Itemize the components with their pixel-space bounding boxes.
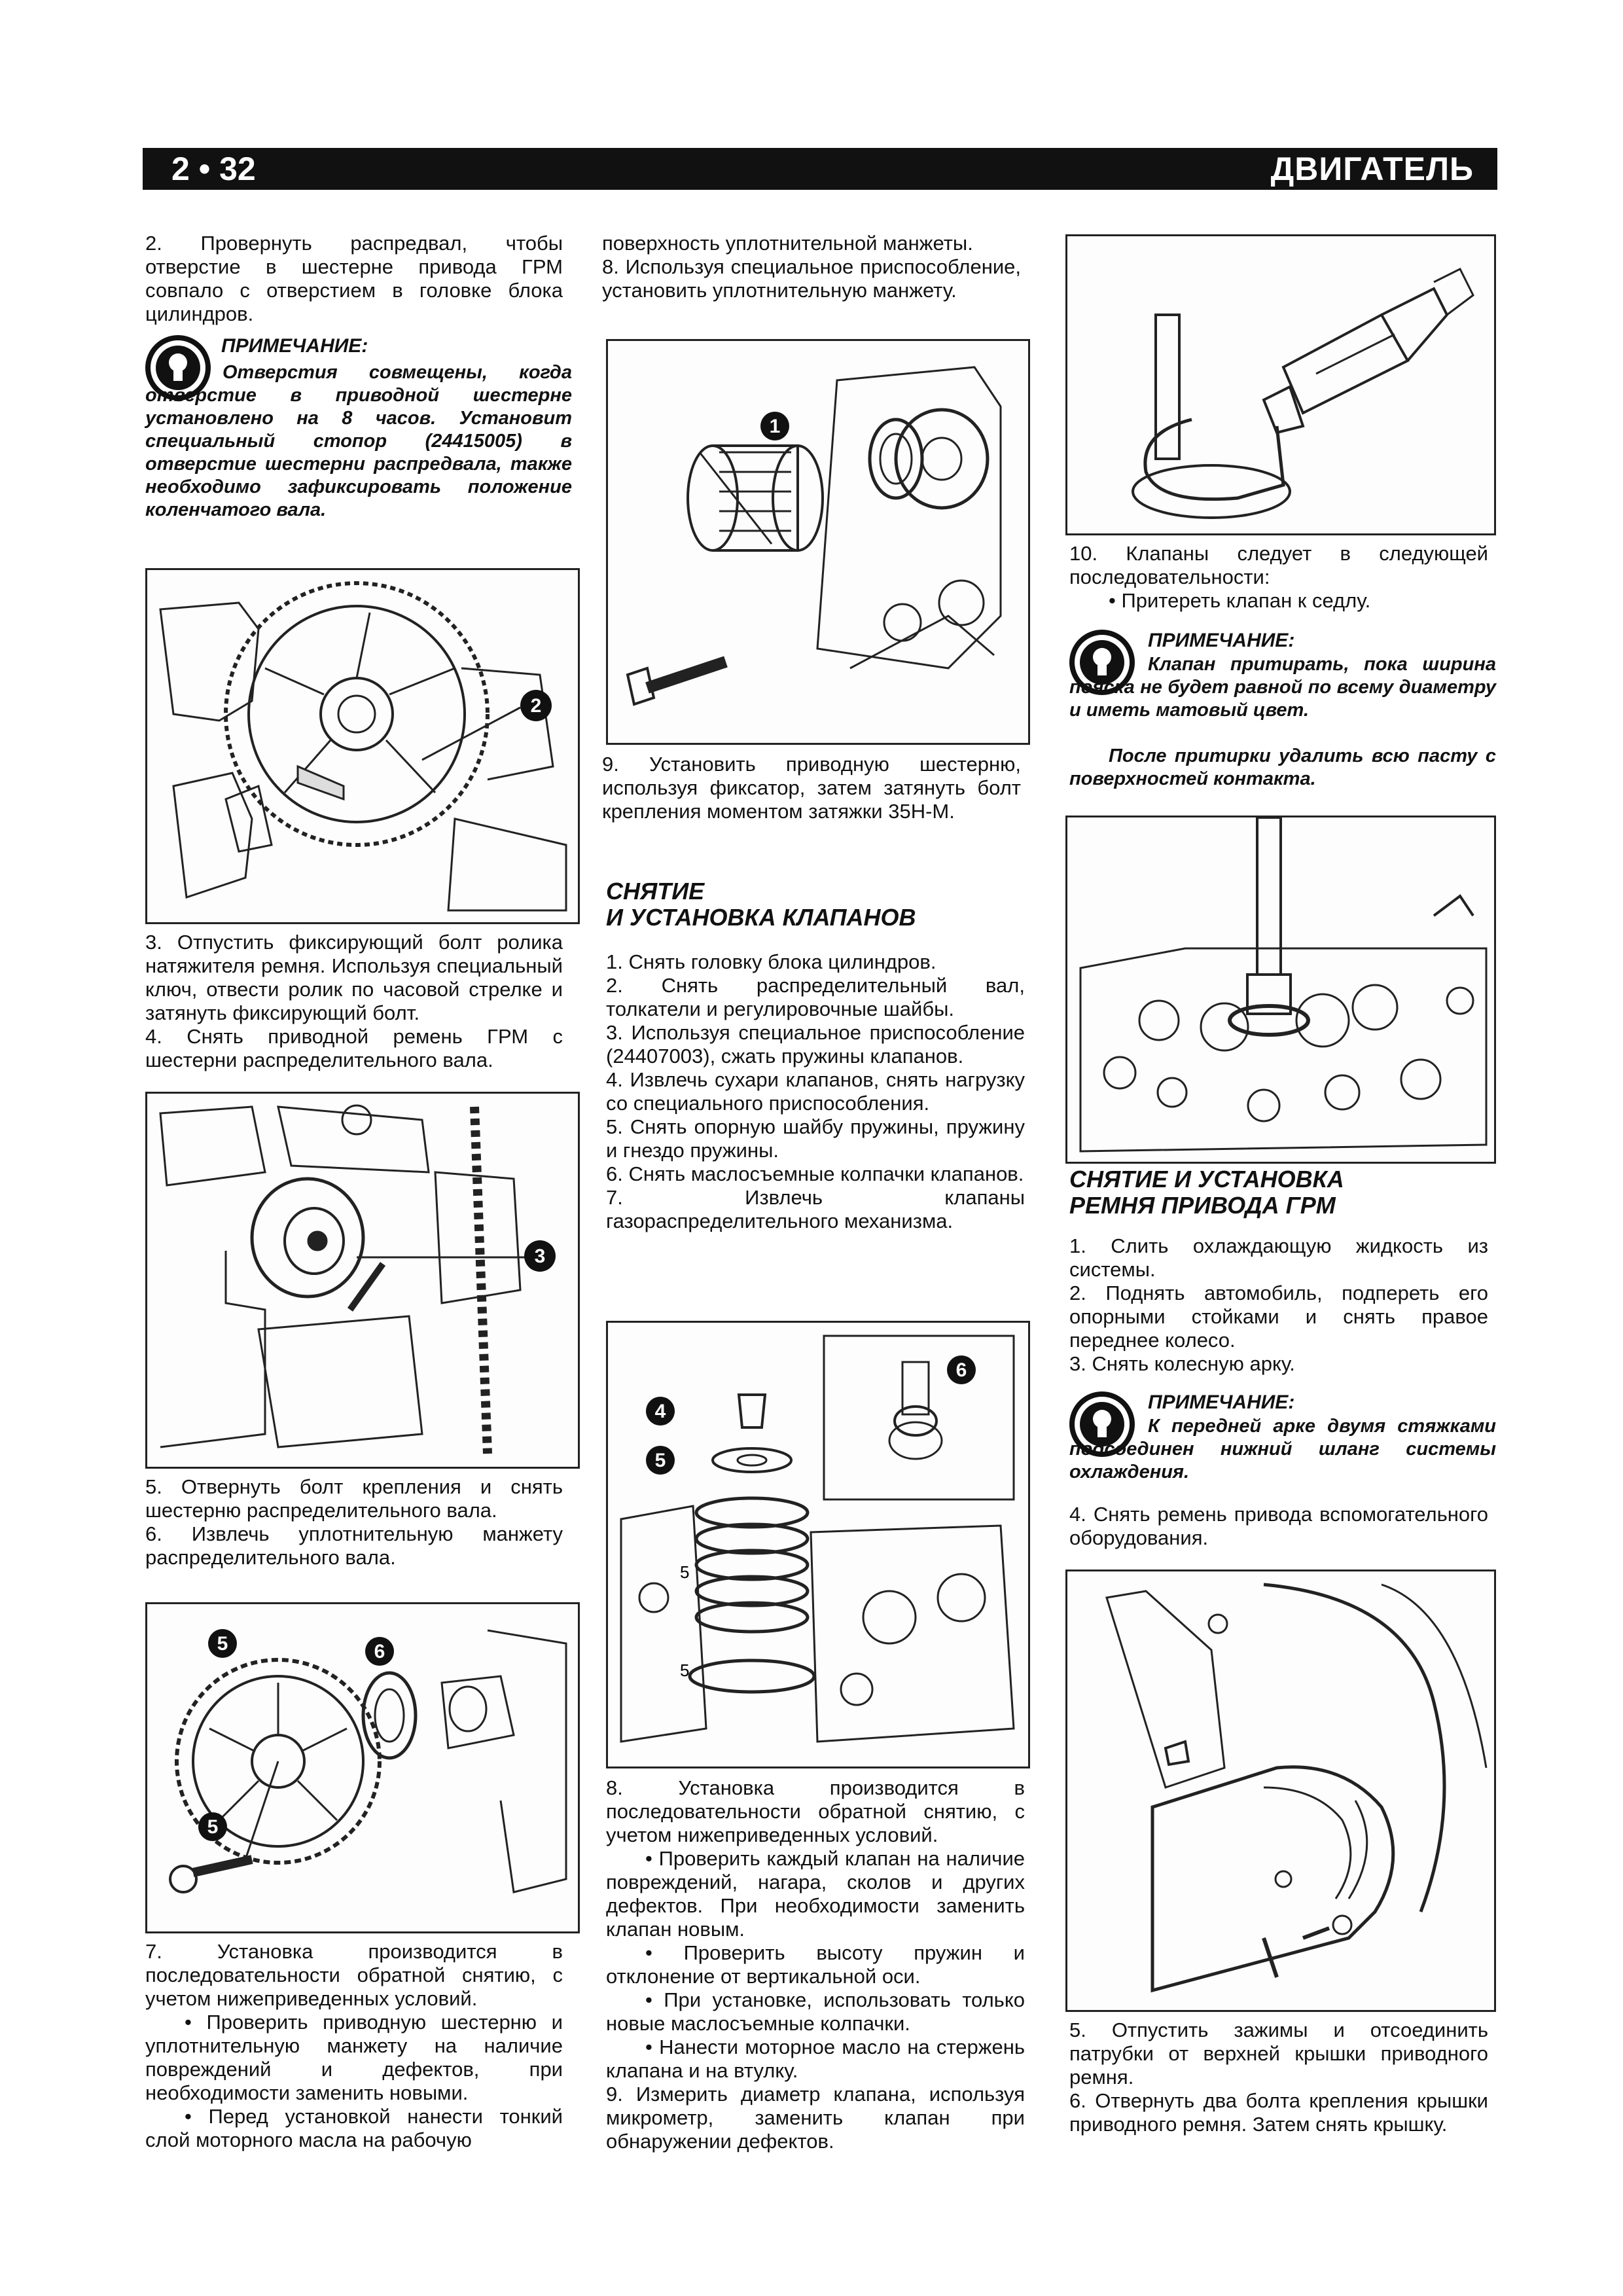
column-right-bottom bbox=[1069, 2018, 1488, 2136]
valve-step-5: 5. Снять опорную шайбу пружины, пружину и гнездо пружины. bbox=[606, 1115, 1025, 1162]
column-left bbox=[145, 232, 563, 326]
section-valves-title-1: СНЯТИЕ bbox=[606, 878, 705, 905]
section-timing-belt bbox=[1069, 1166, 1488, 1219]
paragraph-continuation: поверхность уплотнительной манжеты. bbox=[602, 232, 973, 255]
note-2-text: Клапан притирать, пока ширина пояска не будет равной по всему диаметру и иметь матовый цвет. bbox=[1069, 654, 1496, 721]
paragraph-2: 2. Провернуть распредвал, чтобы отверстие в шестерне привода ГРМ совпало с отверстием в головке блока цилиндров. bbox=[145, 232, 563, 325]
belt-step-6: 6. Отвернуть два болта крепления крышки приводного ремня. Затем снять крышку. bbox=[1069, 2089, 1488, 2136]
valve-step-2: 2. Снять распределительный вал, толкатели и регулировочные шайбы. bbox=[606, 974, 1025, 1020]
condition-3: • При установке, использовать только новые маслосъемные колпачки. bbox=[606, 1988, 1025, 2035]
paragraph-8: 8. Используя специальное приспособление, установить уплотнительную манжету. bbox=[602, 255, 1021, 302]
note-1 bbox=[145, 335, 572, 558]
belt-step-5: 5. Отпустить зажимы и отсоединить патрубки от верхней крышки приводного ремня. bbox=[1069, 2018, 1488, 2089]
valve-step-9: 9. Измерить диаметр клапана, используя микрометр, заменить клапан при обнаружении дефектов. bbox=[606, 2083, 1025, 2153]
figure-3-callout-b: 6 bbox=[374, 1641, 385, 1662]
column-middle bbox=[602, 232, 1021, 302]
condition-1: • Проверить каждый клапан на наличие повреждений, нагара, сколов и других дефектов. При необходимости заменить клапан новым. bbox=[606, 1847, 1025, 1941]
figure-wheel-arch bbox=[1065, 1570, 1496, 2012]
belt-step-1: 1. Слить охлаждающую жидкость из системы. bbox=[1069, 1234, 1488, 1281]
figure-4-callout: 1 bbox=[769, 416, 781, 437]
figure-5-label-5b: 5 bbox=[680, 1562, 690, 1582]
bullet-2: • Перед установкой нанести тонкий слой моторного масла на рабочую bbox=[145, 2105, 563, 2151]
figure-camshaft-gear-lock bbox=[145, 568, 580, 924]
valve-step-8: 8. Установка производится в последовательности обратной снятию, с учетом нижеприведенных условий. bbox=[606, 1776, 1025, 1846]
section-belt-title-1: СНЯТИЕ И УСТАНОВКА bbox=[1069, 1166, 1344, 1193]
section-belt-title-2: РЕМНЯ ПРИВОДА ГРМ bbox=[1069, 1192, 1336, 1219]
condition-2: • Проверить высоту пружин и отклонение от вертикальной оси. bbox=[606, 1941, 1025, 1988]
note-2 bbox=[1069, 630, 1496, 800]
note-3-title: ПРИМЕЧАНИЕ: bbox=[1148, 1391, 1295, 1413]
figure-micrometer bbox=[1065, 234, 1496, 535]
valve-step-6: 6. Снять маслосъемные колпачки клапанов. bbox=[606, 1162, 1024, 1185]
valve-step-1: 1. Снять головку блока цилиндров. bbox=[606, 950, 936, 973]
section-title: ДВИГАТЕЛЬ bbox=[1270, 151, 1474, 187]
note-3-text: К передней арке двумя стяжками подсоединен нижний шланг системы охлаждения. bbox=[1069, 1416, 1496, 1482]
valve-step-4: 4. Извлечь сухари клапанов, снять нагрузку со специального приспособления. bbox=[606, 1068, 1025, 1115]
figure-camshaft-gear-removal bbox=[145, 1602, 580, 1933]
paragraph-9: 9. Установить приводную шестерню, используя фиксатор, затем затянуть болт крепления моментом затяжки 35Н-М. bbox=[602, 753, 1021, 823]
note-2-text-2: После притирки удалить всю пасту с поверхностей контакта. bbox=[1069, 745, 1496, 789]
figure-3-callout-a: 5 bbox=[217, 1633, 228, 1655]
condition-4: • Нанести моторное масло на стержень клапана и на втулку. bbox=[606, 2036, 1025, 2082]
paragraph-6: 6. Извлечь уплотнительную манжету распределительного вала. bbox=[145, 1522, 563, 1569]
belt-step-2: 2. Поднять автомобиль, подпереть его опорными стойками и снять правое переднее колесо. bbox=[1069, 1282, 1488, 1352]
figure-2-callout: 3 bbox=[534, 1246, 546, 1267]
column-middle-2 bbox=[602, 753, 1021, 823]
column-left-bottom bbox=[145, 1940, 563, 2152]
figure-valve-springs bbox=[606, 1321, 1030, 1768]
figure-tensioner-roller bbox=[145, 1092, 580, 1469]
note-2-title: ПРИМЕЧАНИЕ: bbox=[1148, 630, 1295, 651]
figure-5-label-5c: 5 bbox=[680, 1660, 690, 1680]
figure-5-callout-4: 4 bbox=[654, 1401, 666, 1422]
paragraph-3: 3. Отпустить фиксирующий болт ролика натяжителя ремня. Используя специальный ключ, отвести ролик по часовой стрелке и затянуть фиксирующий болт. bbox=[145, 931, 563, 1024]
note-3 bbox=[1069, 1391, 1496, 1490]
column-left-mid bbox=[145, 931, 563, 1072]
page-header bbox=[143, 148, 1497, 190]
paragraph-5: 5. Отвернуть болт крепления и снять шестерню распределительного вала. bbox=[145, 1475, 563, 1522]
column-right bbox=[1069, 542, 1488, 613]
note-1-title: ПРИМЕЧАНИЕ: bbox=[221, 335, 368, 357]
section-valves bbox=[606, 878, 1025, 931]
figure-5-callout-5a: 5 bbox=[654, 1450, 666, 1471]
section-valves-title-2: И УСТАНОВКА КЛАПАНОВ bbox=[606, 904, 916, 931]
figure-valve-lapping bbox=[1065, 816, 1496, 1164]
valve-step-3: 3. Используя специальное приспособление (24407003), сжать пружины клапанов. bbox=[606, 1021, 1025, 1067]
belt-step-4-wrap bbox=[1069, 1503, 1488, 1550]
paragraph-7: 7. Установка производится в последовательности обратной снятию, с учетом нижеприведенных условий. bbox=[145, 1940, 563, 2010]
figure-5-callout-6: 6 bbox=[955, 1359, 967, 1381]
belt-step-4: 4. Снять ремень привода вспомогательного оборудования. bbox=[1069, 1503, 1488, 1549]
page-number: 2 • 32 bbox=[171, 151, 256, 187]
figure-3-callout-c: 5 bbox=[207, 1816, 219, 1838]
valve-steps bbox=[606, 950, 1025, 1233]
bullet-1: • Проверить приводную шестерню и уплотнительную манжету на наличие повреждений и дефектов, при необходимости заменить новыми. bbox=[145, 2011, 563, 2104]
valve-install-conditions bbox=[606, 1776, 1025, 2153]
valve-step-7: 7. Извлечь клапаны газораспределительного механизма. bbox=[606, 1186, 1025, 1232]
note-1-text: Отверстия совмещены, когда отверстие в приводной шестерне установлено на 8 часов. Установит специальный стопор (24415005) в отверстие шестерни распредвала, также необходимо зафиксировать положение коленчатого вала. bbox=[145, 362, 572, 520]
belt-steps bbox=[1069, 1234, 1488, 1376]
figure-seal-installation bbox=[606, 339, 1030, 745]
paragraph-10: 10. Клапаны следует в следующей последовательности: bbox=[1069, 542, 1488, 588]
paragraph-4: 4. Снять приводной ремень ГРМ с шестерни распределительного вала. bbox=[145, 1025, 563, 1071]
figure-1-callout: 2 bbox=[530, 695, 542, 717]
column-left-lower bbox=[145, 1475, 563, 1570]
belt-step-3: 3. Снять колесную арку. bbox=[1069, 1352, 1295, 1375]
lapping-step: • Притереть клапан к седлу. bbox=[1109, 589, 1371, 612]
